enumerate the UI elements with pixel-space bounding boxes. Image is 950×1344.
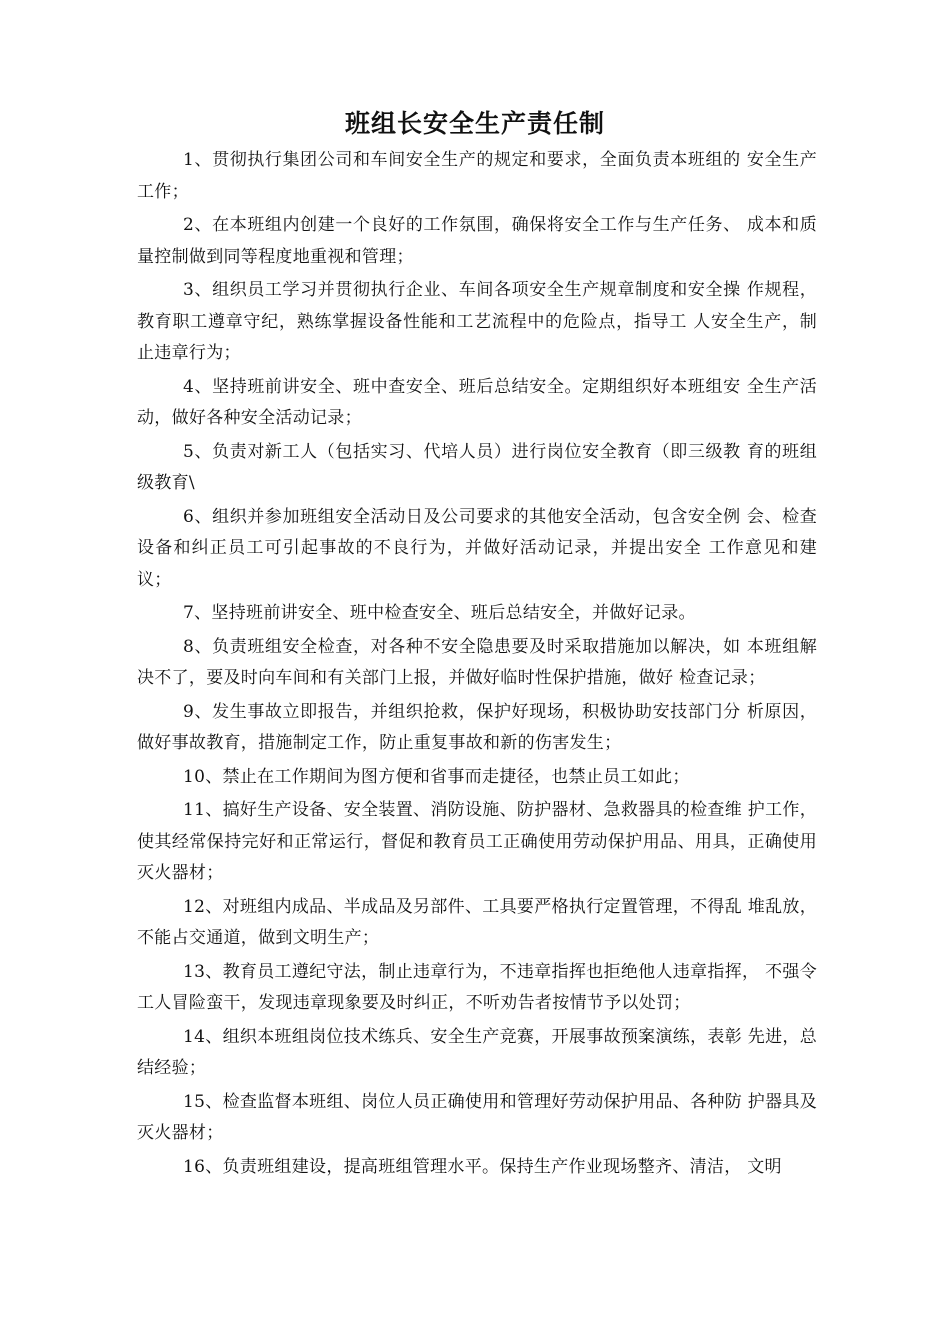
list-item: 14、组织本班组岗位技术练兵、安全生产竞赛，开展事故预案演练，表彰 先进，总结经验； xyxy=(137,1026,817,1078)
list-item: 1、贯彻执行集团公司和车间安全生产的规定和要求，全面负责本班组的 安全生产工作； xyxy=(137,150,817,202)
responsibility-list xyxy=(137,145,817,1185)
list-item: 13、教育员工遵纪守法，制止违章行为，不违章指挥也拒绝他人违章指挥， 不强令工人冒险蛮干，发现违章现象要及时纠正，不听劝告者按情节予以处罚； xyxy=(137,961,817,1013)
list-item: 6、组织并参加班组安全活动日及公司要求的其他安全活动，包含安全例 会、检查设备和纠正员工可引起事故的不良行为，并做好活动记录，并提出安全 工作意见和建议； xyxy=(137,506,817,590)
list-item: 5、负责对新工人（包括实习、代培人员）进行岗位安全教育（即三级教 育的班组级教育\ xyxy=(137,441,817,493)
list-item: 9、发生事故立即报告，并组织抢救，保护好现场，积极协助安技部门分 析原因，做好事故教育，措施制定工作，防止重复事故和新的伤害发生； xyxy=(137,701,817,753)
list-item: 10、禁止在工作期间为图方便和省事而走捷径，也禁止员工如此； xyxy=(183,766,690,787)
list-item: 3、组织员工学习并贯彻执行企业、车间各项安全生产规章制度和安全操 作规程，教育职工遵章守纪，熟练掌握设备性能和工艺流程中的危险点，指导工 人安全生产，制止违章行为； xyxy=(137,280,817,363)
list-item: 16、负责班组建设，提高班组管理水平。保持生产作业现场整齐、清洁， 文明 xyxy=(183,1156,782,1177)
list-item: 2、在本班组内创建一个良好的工作氛围，确保将安全工作与生产任务、 成本和质量控制做到同等程度地重视和管理； xyxy=(137,215,817,267)
list-item: 15、检查监督本班组、岗位人员正确使用和管理好劳动保护用品、各种防 护器具及灭火器材； xyxy=(137,1091,817,1143)
list-item: 7、坚持班前讲安全、班中检查安全、班后总结安全，并做好记录。 xyxy=(183,603,696,623)
list-item: 4、坚持班前讲安全、班中查安全、班后总结安全。定期组织好本班组安 全生产活动，做好各种安全活动记录； xyxy=(137,376,817,428)
list-item: 11、搞好生产设备、安全装置、消防设施、防护器材、急救器具的检查维 护工作，使其经常保持完好和正常运行，督促和教育员工正确使用劳动保护用品、用具，正确使用灭火器材； xyxy=(137,800,817,883)
list-item: 12、对班组内成品、半成品及另部件、工具要严格执行定置管理，不得乱 堆乱放，不能占交通道，做到文明生产； xyxy=(137,896,817,948)
document-title: 班组长安全生产责任制 xyxy=(344,109,605,138)
list-item: 8、负责班组安全检查，对各种不安全隐患要及时采取措施加以解决，如 本班组解决不了，要及时向车间和有关部门上报，并做好临时性保护措施，做好 检查记录； xyxy=(137,636,817,688)
